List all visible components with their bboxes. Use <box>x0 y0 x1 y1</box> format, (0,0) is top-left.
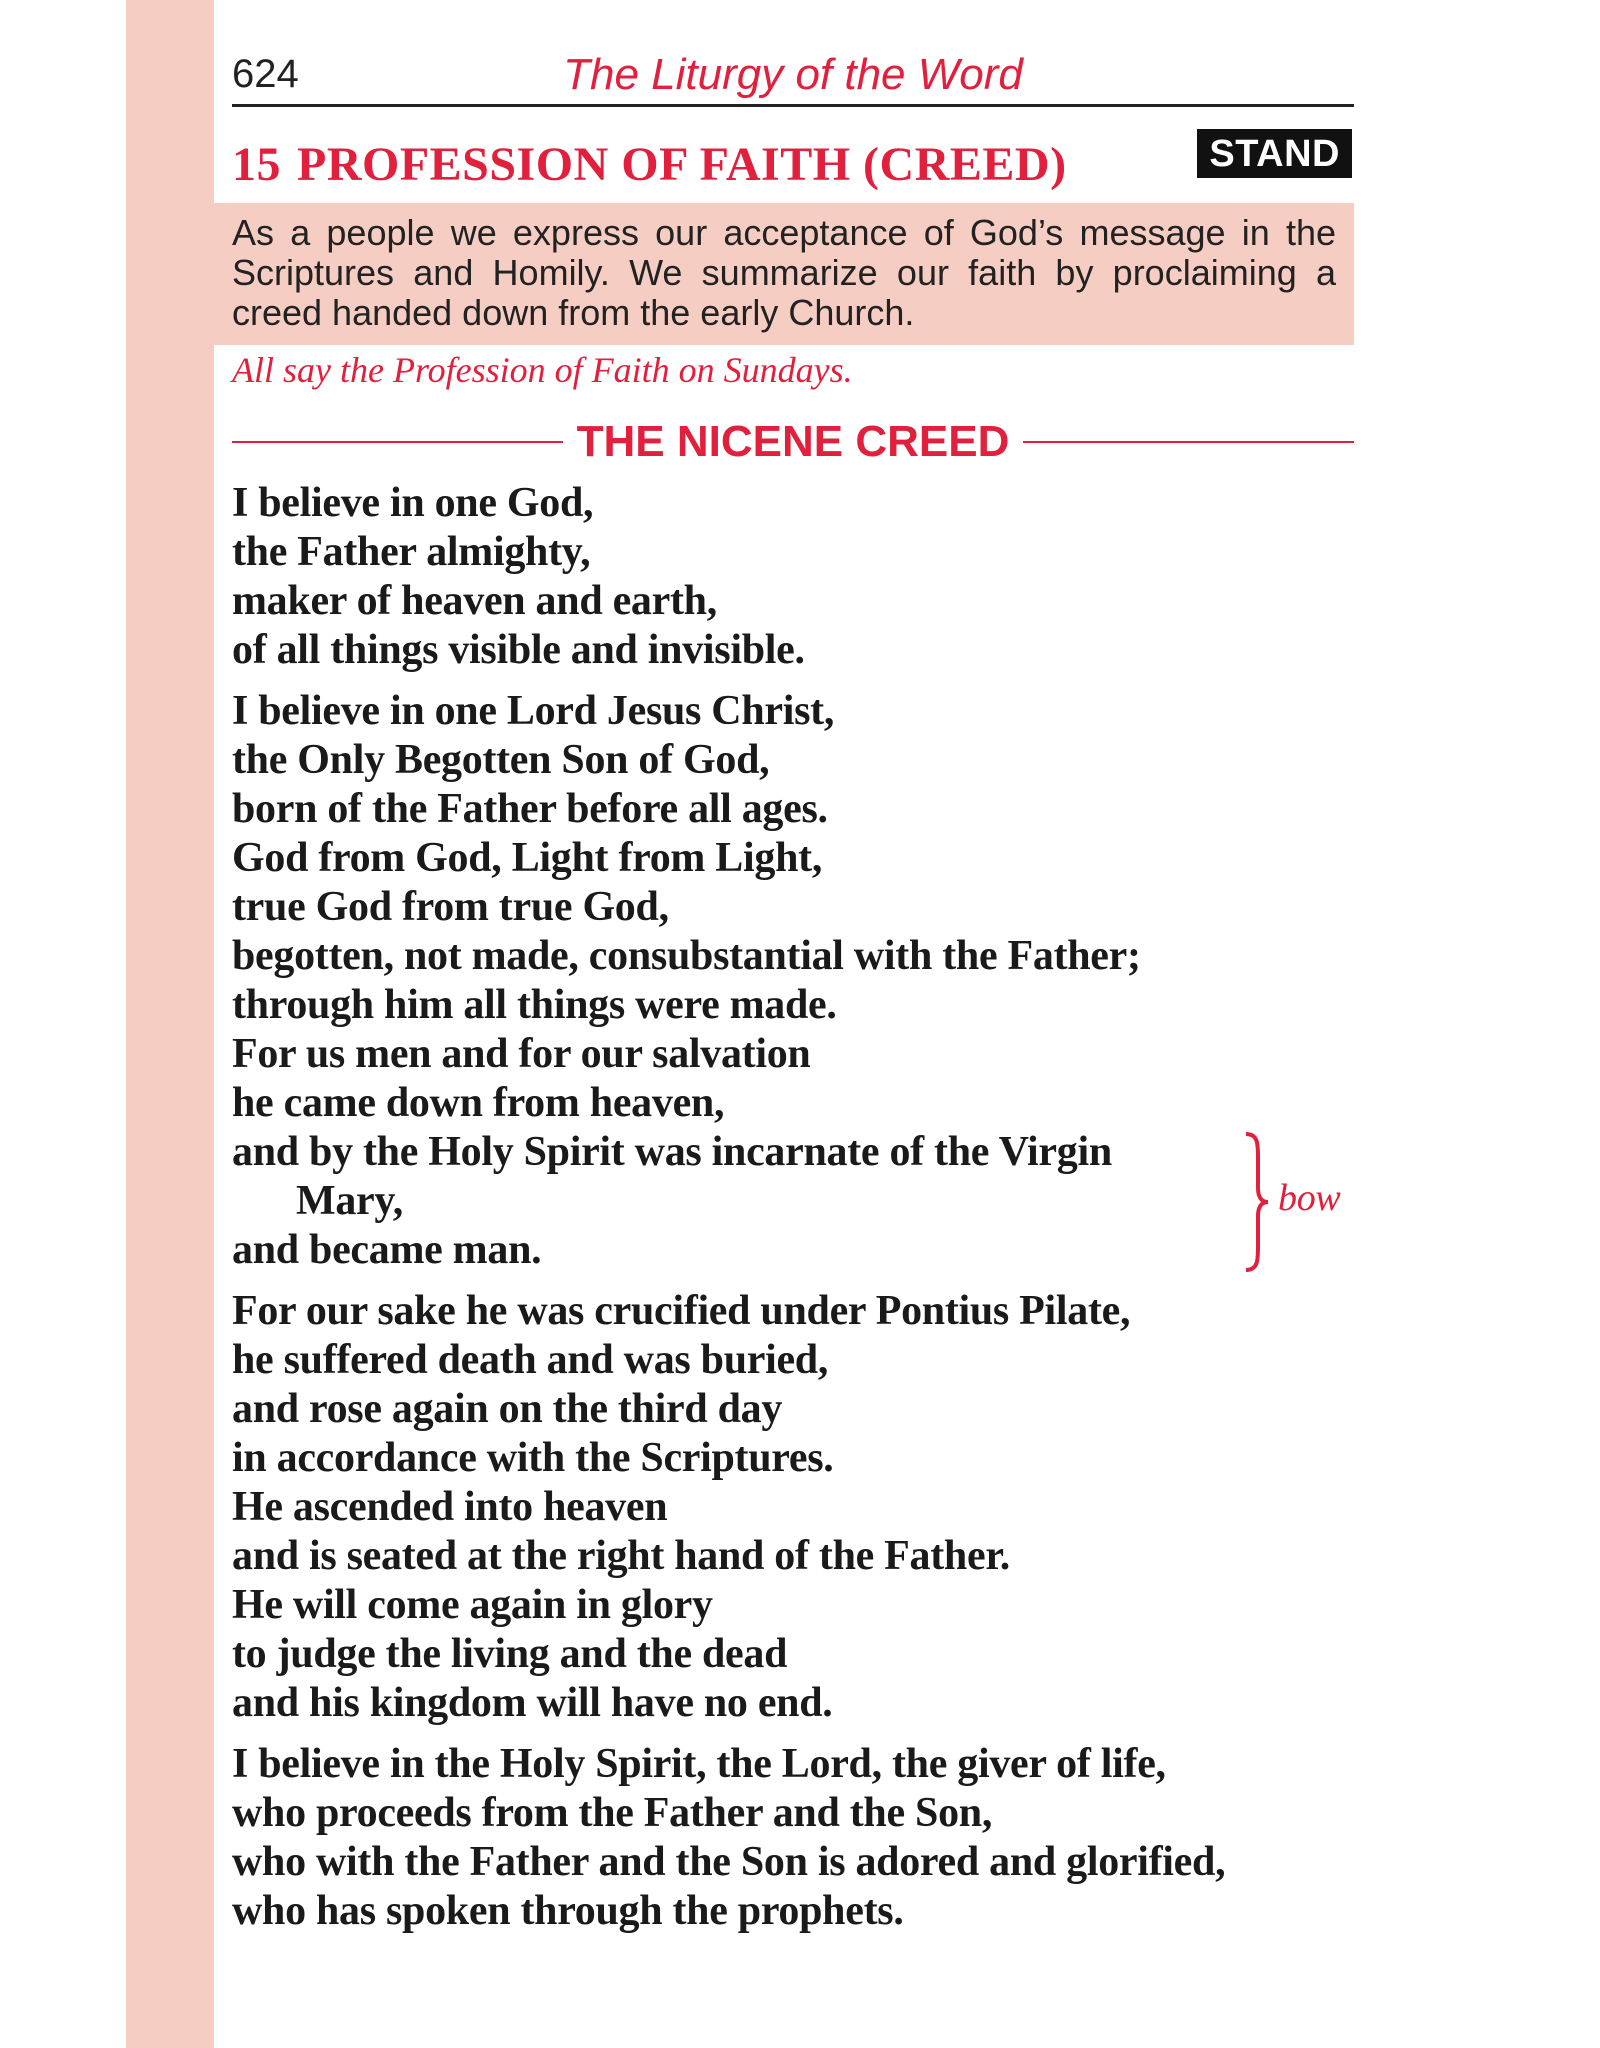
creed-line: the Only Begotten Son of God, <box>232 737 770 783</box>
bow-rubric: bow <box>1278 1177 1341 1219</box>
section-heading <box>232 133 1354 193</box>
creed-line: true God from true God, <box>232 884 669 930</box>
creed-line: For our sake he was crucified under Pontius Pilate, <box>232 1288 1131 1334</box>
creed-line: of all things visible and invisible. <box>232 627 805 673</box>
creed-line: and his kingdom will have no end. <box>232 1680 833 1726</box>
heading-rule-right <box>1023 441 1354 443</box>
rubric-instruction: All say the Profession of Faith on Sundays. <box>232 350 853 390</box>
creed-heading <box>232 417 1354 467</box>
bow-brace-icon <box>1242 1132 1272 1272</box>
creed-line: born of the Father before all ages. <box>232 786 828 832</box>
missal-page <box>232 48 1354 1948</box>
section-title: PROFESSION OF FAITH (CREED) <box>297 138 1067 191</box>
section-number: 15 <box>232 138 281 191</box>
creed-line: and became man. <box>232 1227 542 1273</box>
creed-line: He will come again in glory <box>232 1582 713 1628</box>
creed-line: the Father almighty, <box>232 529 591 575</box>
creed-line: I believe in the Holy Spirit, the Lord, the giver of life, <box>232 1741 1166 1787</box>
posture-badge: STAND <box>1197 129 1352 178</box>
creed-line: he came down from heaven, <box>232 1080 725 1126</box>
creed-line: who has spoken through the prophets. <box>232 1888 904 1934</box>
creed-line: who with the Father and the Son is adored and glorified, <box>232 1839 1226 1885</box>
creed-title: THE NICENE CREED <box>576 417 1010 466</box>
creed-line: to judge the living and the dead <box>232 1631 788 1677</box>
intro-explanation: As a people we express our acceptance of God’s message in the Scriptures and Homily. We summarize our faith by proclaiming a creed handed down from the early Church. <box>214 203 1354 345</box>
creed-line: who proceeds from the Father and the Son, <box>232 1790 993 1836</box>
creed-line: I believe in one Lord Jesus Christ, <box>232 688 835 734</box>
creed-line: and by the Holy Spirit was incarnate of the Virgin <box>232 1129 1112 1175</box>
creed-line: through him all things were made. <box>232 982 837 1028</box>
creed-line: he suffered death and was buried, <box>232 1337 829 1383</box>
creed-line: and is seated at the right hand of the Father. <box>232 1533 1011 1579</box>
heading-rule-left <box>232 441 563 443</box>
margin-color-band <box>126 0 214 2048</box>
creed-line: God from God, Light from Light, <box>232 835 823 881</box>
creed-line: maker of heaven and earth, <box>232 578 717 624</box>
creed-stanza-2 <box>232 687 1354 1275</box>
running-title: The Liturgy of the Word <box>563 50 1023 99</box>
creed-line: in accordance with the Scriptures. <box>232 1435 834 1481</box>
running-header <box>232 48 1354 107</box>
page-number: 624 <box>232 52 299 96</box>
bow-passage <box>232 1128 1354 1275</box>
creed-line: He ascended into heaven <box>232 1484 668 1530</box>
creed-stanza-3 <box>232 1287 1354 1728</box>
creed-text <box>232 479 1354 1936</box>
creed-line: Mary, <box>296 1178 403 1224</box>
creed-stanza-4 <box>232 1740 1354 1936</box>
creed-line: I believe in one God, <box>232 480 594 526</box>
creed-stanza-1 <box>232 479 1354 675</box>
creed-line: For us men and for our salvation <box>232 1031 811 1077</box>
creed-line: and rose again on the third day <box>232 1386 783 1432</box>
section-title-line <box>232 137 1067 192</box>
creed-line: begotten, not made, consubstantial with the Father; <box>232 933 1141 979</box>
